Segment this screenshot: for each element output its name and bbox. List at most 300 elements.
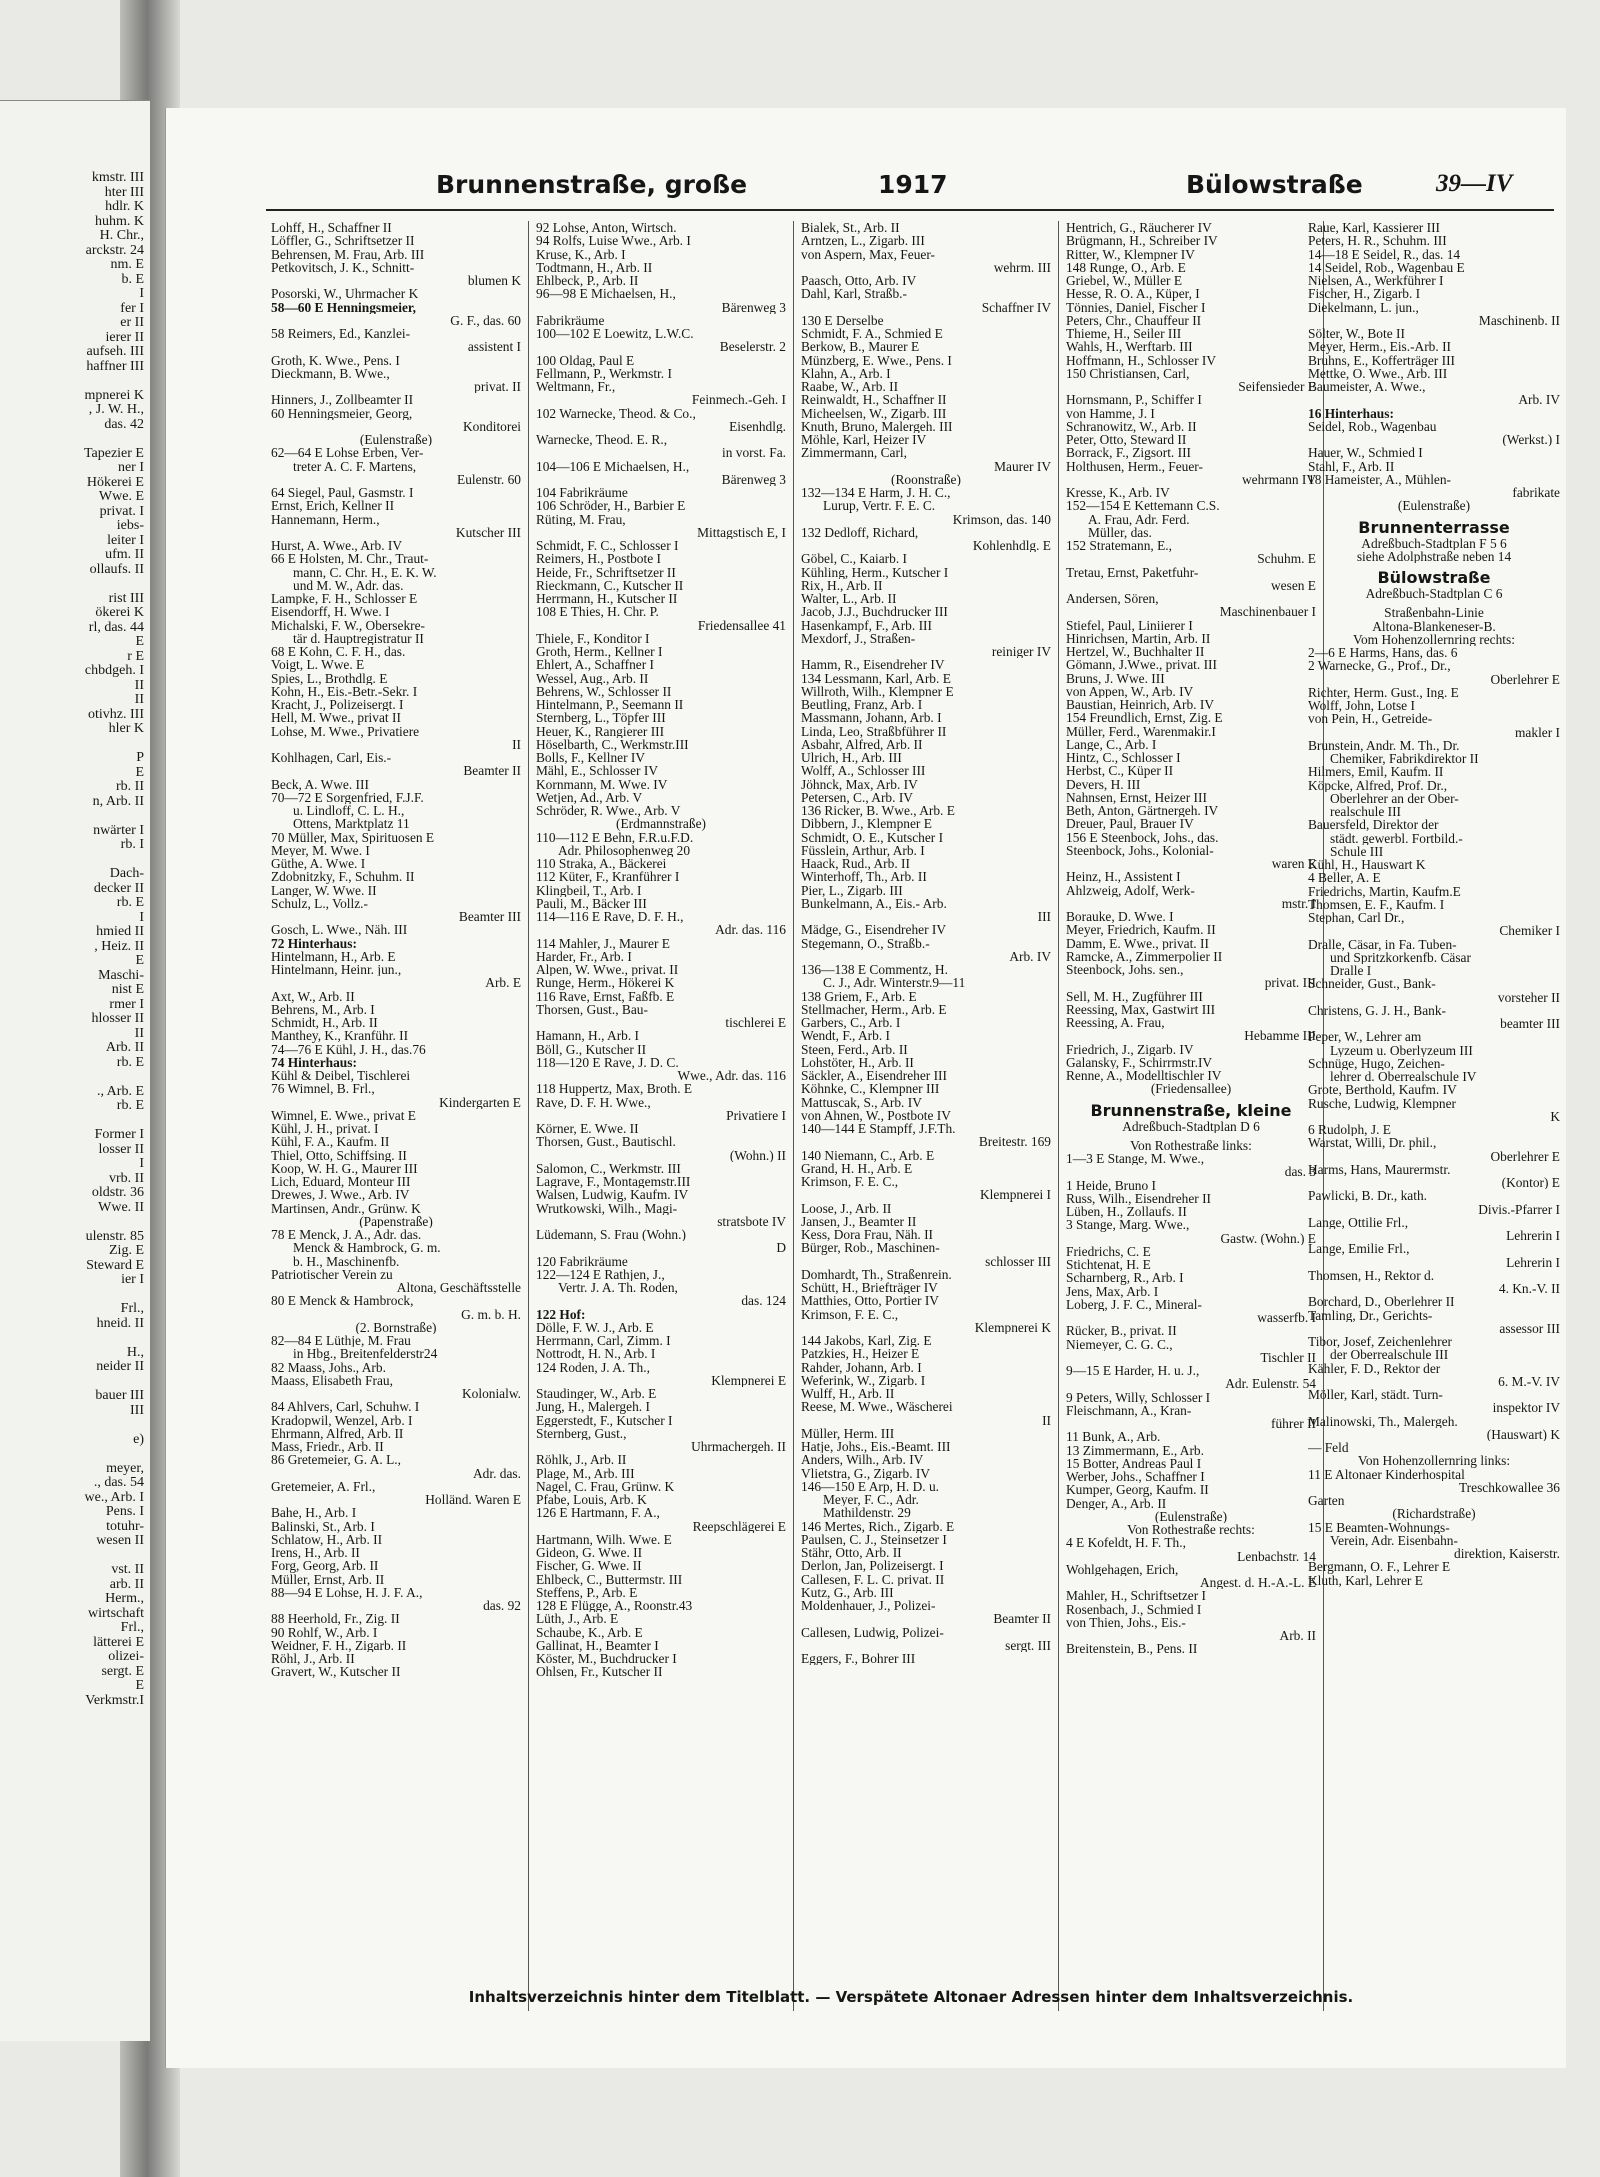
directory-entry: Ottens, Marktplatz 11: [293, 817, 410, 831]
directory-entry: Kindergarten E: [439, 1095, 521, 1109]
left-page-fragment: II: [134, 692, 144, 707]
directory-entry: Bärenweg 3: [721, 300, 786, 314]
directory-entry: städt. gewerbl. Fortbild.-: [1330, 831, 1463, 845]
directory-entry: 80 E Menck & Hambrock,: [271, 1294, 414, 1308]
left-page-fragment: fer I: [120, 300, 144, 316]
directory-entry: 132—134 E Harm, J. H. C.,: [801, 486, 951, 500]
directory-entry: Schulz, L., Vollz.-: [271, 896, 368, 910]
directory-entry: Arb. IV: [1518, 393, 1560, 407]
directory-entry: 152 Stratemann, E.,: [1066, 539, 1172, 553]
directory-entry: 110 Straka, A., Bäckerei: [536, 857, 667, 871]
directory-entry: Feinmech.-Geh. I: [691, 393, 786, 407]
directory-entry: Seifensieder E: [1238, 380, 1316, 394]
directory-entry: Stellmacher, Herm., Arb. E: [801, 1002, 947, 1016]
directory-entry: Dahl, Karl, Straßb.-: [801, 287, 907, 301]
directory-entry: Kradopwil, Wenzel, Arb. I: [271, 1413, 413, 1427]
directory-entry: Stichtenat, H. E: [1066, 1258, 1151, 1272]
directory-entry: Münzberg, E. Wwe., Pens. I: [801, 353, 952, 367]
directory-entry: Nottrodt, H. N., Arb. I: [536, 1347, 656, 1361]
directory-entry: Maass, Elisabeth Frau,: [271, 1373, 393, 1387]
header-year: 1917: [878, 170, 948, 199]
directory-entry: Weidner, F. H., Zigarb. II: [271, 1638, 407, 1652]
left-page-fragment: oldstr. 36: [91, 1185, 144, 1200]
directory-entry: in vorst. Fa.: [722, 446, 786, 460]
directory-entry: von Ahnen, W., Postbote IV: [801, 1108, 951, 1122]
directory-entry: Lehrerin I: [1506, 1255, 1560, 1269]
left-page-fragment: H.,: [126, 1344, 144, 1360]
column-5: [1308, 221, 1560, 2021]
directory-entry: C. J., Adr. Winterstr.9—11: [823, 976, 966, 990]
directory-entry: Winterhoff, Th., Arb. II: [801, 870, 927, 884]
directory-entry: Ehrmann, Alfred, Arb. II: [271, 1426, 404, 1440]
directory-entry: Schule III: [1330, 844, 1384, 858]
directory-entry: Denger, A., Arb. II: [1066, 1496, 1167, 1510]
left-page-fragment: Verkmstr.I: [85, 1692, 144, 1708]
directory-entry: Gretemeier, A. Frl.,: [271, 1479, 376, 1493]
directory-entry: Stahl, F., Arb. II: [1308, 459, 1395, 473]
directory-entry: mann, C. Chr. H., E. K. W.: [293, 565, 437, 579]
directory-entry: Chemiker, Fabrikdirektor II: [1330, 752, 1479, 766]
left-page-fragment: ollaufs. II: [89, 561, 144, 577]
directory-entry: Hatje, Johs., Eis.-Beamt. III: [801, 1440, 951, 1454]
directory-entry: G. m. b. H.: [461, 1307, 521, 1321]
left-page-fragment: arb. II: [109, 1576, 144, 1592]
left-page-fragment: Pens. I: [105, 1504, 144, 1519]
directory-entry: Tretau, Ernst, Paketfuhr-: [1066, 565, 1199, 579]
directory-entry: Paulsen, C. J., Steinsetzer I: [801, 1532, 947, 1546]
directory-entry: Eisenhdlg.: [729, 419, 786, 433]
directory-entry: und Spritzkorkenfb. Cäsar: [1330, 950, 1471, 964]
directory-entry: makler I: [1515, 725, 1560, 739]
directory-entry: Beck, A. Wwe. III: [271, 777, 369, 791]
directory-entry: Hinrichsen, Martin, Arb. II: [1066, 631, 1211, 645]
directory-entry: Mahler, H., Schriftsetzer I: [1066, 1589, 1207, 1603]
directory-entry: 88—94 E Lohse, H. J. F. A.,: [271, 1585, 423, 1599]
left-page-fragment: kmstr. III: [91, 170, 144, 185]
directory-entry: Adreßbuch-Stadtplan C 6: [1365, 587, 1503, 601]
directory-entry: Gravert, W., Kutscher II: [271, 1665, 401, 1679]
directory-entry: Röhl, J., Arb. II: [271, 1652, 355, 1666]
directory-entry: Drewes, J. Wwe., Arb. IV: [271, 1188, 410, 1202]
directory-entry: Heuer, K., Rangierer III: [536, 724, 665, 738]
directory-entry: Schröder, R. Wwe., Arb. V: [536, 804, 681, 818]
directory-entry: Eggers, F., Bohrer III: [801, 1652, 916, 1666]
directory-entry: Peters, Chr., Chauffeur II: [1066, 313, 1202, 327]
left-page-fragment: II: [134, 677, 144, 693]
directory-entry: Klahn, A., Arb. I: [801, 366, 891, 380]
directory-entry: Hauer, W., Schmied I: [1308, 446, 1423, 460]
directory-entry: Harder, Fr., Arb. I: [536, 949, 632, 963]
directory-entry: 9 Peters, Willy, Schlosser I: [1066, 1390, 1211, 1404]
directory-entry: Haack, Rud., Arb. II: [801, 857, 910, 871]
directory-entry: Lüdemann, S. Frau (Wohn.): [536, 1228, 686, 1242]
directory-entry: Bunkelmann, A., Eis.- Arb.: [801, 896, 947, 910]
directory-entry: Spies, L., Brothdlg. E: [271, 671, 388, 685]
directory-entry: (Friedensallee): [1150, 1082, 1232, 1096]
directory-entry: lehrer d. Oberrealschule IV: [1330, 1070, 1477, 1084]
left-page-fragment: n, Arb. II: [92, 793, 144, 809]
directory-entry: Hartmann, Wilh. Wwe. E: [536, 1532, 672, 1546]
directory-entry: Weferink, W., Zigarb. I: [801, 1373, 926, 1387]
directory-entry: Borauke, D. Wwe. I: [1066, 910, 1174, 924]
directory-entry: Böll, G., Kutscher II: [536, 1042, 647, 1056]
directory-entry: Friedrichs, C. E: [1066, 1244, 1151, 1258]
left-page-fragment: lätterei E: [93, 1634, 144, 1650]
directory-entry: Hurst, A. Wwe., Arb. IV: [271, 539, 403, 553]
directory-entry: 86 Gretemeier, G. A. L.,: [271, 1453, 401, 1467]
directory-entry: II: [512, 737, 521, 751]
directory-entry: Todtmann, H., Arb. II: [536, 260, 653, 274]
directory-entry: Groth, Herm., Kellner I: [536, 645, 663, 659]
directory-entry: Ehlbeck, C., Buttermstr. III: [536, 1572, 683, 1586]
directory-entry: Von Rothestraße links:: [1130, 1138, 1252, 1152]
directory-entry: 70—72 E Sorgenfried, F.J.F.: [271, 790, 424, 804]
directory-entry: treter A. C. F. Martens,: [293, 459, 417, 473]
directory-entry: Baumeister, A. Wwe.,: [1308, 380, 1426, 394]
directory-entry: Peper, W., Lehrer am: [1308, 1030, 1422, 1044]
directory-entry: Loberg, J. F. C., Mineral-: [1066, 1297, 1202, 1311]
directory-entry: 110—112 E Behn, F.R.u.F.D.: [536, 830, 694, 844]
directory-entry: privat. III: [1264, 976, 1316, 990]
directory-entry: Niemeyer, C. G. C.,: [1066, 1337, 1173, 1351]
left-page-fragment: decker II: [93, 880, 144, 896]
directory-entry: Rieckmann, C., Kutscher II: [536, 578, 684, 592]
left-page-fragment: Wwe. II: [98, 1199, 144, 1215]
directory-entry: Dralle I: [1330, 964, 1372, 978]
directory-entry: Beselerstr. 2: [719, 340, 786, 354]
directory-entry: der Oberrealschule III: [1330, 1348, 1449, 1362]
header-street-right: Bülowstraße: [1186, 170, 1363, 199]
left-page-fragment: rl, das. 44: [88, 619, 144, 635]
directory-entry: Jöhnck, Max, Arb. IV: [801, 777, 918, 791]
directory-entry: Eulenstr. 60: [457, 472, 521, 486]
directory-entry: Nagel, C. Frau, Grünw. K: [536, 1479, 675, 1493]
directory-entry: 128 E Flügge, A., Roonstr.43: [536, 1599, 693, 1613]
left-page-fragment: totuhr-: [106, 1518, 144, 1534]
directory-entry: 13 Zimmermann, E., Arb.: [1066, 1443, 1204, 1457]
directory-entry: Schmidt, F. C., Schlosser I: [536, 539, 679, 553]
directory-entry: Sölter, W., Bote II: [1308, 327, 1405, 341]
directory-entry: Malinowski, Th., Malergeh.: [1308, 1414, 1458, 1428]
left-page-fragment: losser II: [98, 1141, 144, 1157]
directory-entry: Wahls, H., Werftarb. III: [1066, 340, 1193, 354]
left-page-fragment: Frl.,: [120, 1620, 144, 1635]
directory-entry: Seidel, Rob., Wagenbau: [1308, 419, 1437, 433]
column-3: [801, 221, 1051, 2021]
directory-entry: Mädge, G., Eisendreher IV: [801, 923, 947, 937]
directory-entry: realschule III: [1330, 805, 1402, 819]
column-1: [271, 221, 521, 2021]
directory-entry: Borrack, F., Zigsort. III: [1066, 446, 1191, 460]
directory-entry: Richter, Herm. Gust., Ing. E: [1308, 685, 1459, 699]
directory-entry: Linda, Leo, Straßbführer II: [801, 724, 947, 738]
directory-entry: Garbers, C., Arb. I: [801, 1016, 901, 1030]
left-page-fragment: III: [130, 1402, 144, 1418]
directory-entry: Meyer, Herm., Eis.-Arb. II: [1308, 340, 1451, 354]
directory-entry: Adreßbuch-Stadtplan D 6: [1122, 1119, 1260, 1133]
directory-entry: Breitestr. 169: [978, 1135, 1051, 1149]
directory-entry: Langer, W. Wwe. II: [271, 883, 377, 897]
directory-entry: Tamling, Dr., Gerichts-: [1308, 1308, 1433, 1322]
directory-entry: wesen E: [1271, 578, 1316, 592]
directory-entry: Löffler, G., Schriftsetzer II: [271, 234, 415, 248]
left-page-fragment: sergt. E: [101, 1663, 144, 1679]
directory-entry: Peters, H. R., Schuhm. III: [1308, 234, 1447, 248]
directory-entry: Adreßbuch-Stadtplan F 5 6: [1361, 536, 1507, 550]
directory-entry: 11 Bunk, A., Arb.: [1066, 1430, 1161, 1444]
directory-entry: Von Hohenzollernring links:: [1357, 1454, 1511, 1468]
directory-entry: Gosch, L. Wwe., Näh. III: [271, 923, 408, 937]
directory-entry: Walsen, Ludwig, Kaufm. IV: [536, 1188, 689, 1202]
directory-entry: 124 Roden, J. A. Th.,: [536, 1360, 650, 1374]
directory-entry: Friedrichs, Martin, Kaufm.E: [1308, 884, 1461, 898]
left-page-fragment: privat. I: [99, 503, 144, 519]
left-page-fragment: neider II: [96, 1359, 144, 1374]
directory-entry: Friedensallee 41: [697, 618, 786, 632]
directory-entry: Tischler II: [1260, 1350, 1316, 1364]
directory-entry: 76 Wimnel, B. Frl.,: [271, 1082, 375, 1096]
left-page-fragment: iebs-: [116, 518, 144, 533]
directory-entry: Rosenbach, J., Schmied I: [1066, 1602, 1202, 1616]
directory-entry: Stähr, Otto, Arb. II: [801, 1546, 902, 1560]
left-page-fragment: rmer I: [109, 996, 144, 1012]
directory-entry: 134 Lessmann, Karl, Arb. E: [801, 671, 951, 685]
directory-entry: Gömann, J.Wwe., privat. III: [1066, 658, 1217, 672]
directory-entry: Treschkowallee 36: [1458, 1480, 1560, 1494]
directory-entry: Krimson, F. E. C.,: [801, 1175, 899, 1189]
directory-entry: 2—6 E Harms, Hans, das. 6: [1308, 646, 1458, 660]
directory-entry: Grote, Berthold, Kaufm. IV: [1308, 1083, 1457, 1097]
directory-entry: Rusche, Ludwig, Klempner: [1308, 1096, 1457, 1110]
directory-entry: Reese, M. Wwe., Wäscherei: [801, 1400, 953, 1414]
left-page-fragment: Arb. II: [105, 1040, 144, 1055]
directory-entry: 74—76 E Kühl, J. H., das.76: [271, 1042, 426, 1056]
directory-entry: II: [1042, 1413, 1051, 1427]
directory-entry: Wwe., Adr. das. 116: [677, 1069, 786, 1083]
directory-entry: Werber, Johs., Schaffner I: [1066, 1470, 1205, 1484]
directory-entry: Manthey, K., Kranführ. II: [271, 1029, 409, 1043]
directory-entry: Scharnberg, R., Arb. I: [1066, 1271, 1184, 1285]
column-4: [1066, 221, 1316, 2021]
directory-entry: 4 Beller, A. E: [1308, 871, 1381, 885]
directory-entry: 126 E Hartmann, F. A.,: [536, 1506, 660, 1520]
directory-entry: 11 E Altonaer Kinderhospital: [1308, 1467, 1465, 1481]
directory-entry: Von Rothestraße rechts:: [1127, 1523, 1255, 1537]
directory-entry: Warstat, Willi, Dr. phil.,: [1308, 1136, 1437, 1150]
directory-entry: Körner, E. Wwe. II: [536, 1122, 639, 1136]
directory-entry: Röhlk, J., Arb. II: [536, 1453, 627, 1467]
directory-entry: beamter III: [1500, 1017, 1560, 1031]
directory-entry: Wolff, John, Lotse I: [1308, 699, 1415, 713]
directory-entry: Derlon, Jan, Polizeisergt. I: [801, 1559, 944, 1573]
left-page-fragment: , J. W. H.,: [88, 402, 144, 417]
directory-entry: Füsslein, Arthur, Arb. I: [801, 843, 925, 857]
directory-entry: Domhardt, Th., Straßenrein.: [801, 1267, 952, 1281]
directory-entry: Köster, M., Buchdrucker I: [536, 1652, 677, 1666]
directory-entry: Lange, C., Arb. I: [1066, 737, 1157, 751]
directory-entry: Russ, Wilh., Eisendreher II: [1066, 1191, 1211, 1205]
directory-entry: Salomon, C., Werkmstr. III: [536, 1161, 681, 1175]
directory-entry: 108 E Thies, H. Chr. P.: [536, 605, 659, 619]
directory-entry: 106 Schröder, H., Barbier E: [536, 499, 686, 513]
directory-entry: (Werkst.) I: [1502, 433, 1560, 447]
directory-entry: Mathildenstr. 29: [823, 1506, 911, 1520]
directory-entry: Kluth, Karl, Lehrer E: [1308, 1573, 1423, 1587]
left-page-fragment: ökerei K: [95, 605, 144, 620]
directory-entry: (Papenstraße): [359, 1214, 433, 1228]
directory-entry: Kutz, G., Arb. III: [801, 1585, 894, 1599]
directory-entry: Reessing, Max, Gastwirt III: [1066, 1002, 1216, 1016]
directory-entry: Meyer, Friedrich, Kaufm. II: [1066, 923, 1216, 937]
left-page-fragment: wesen II: [96, 1533, 144, 1548]
left-page-fragment: otivhz. III: [88, 706, 144, 722]
directory-entry: Walter, L., Arb. II: [801, 592, 897, 606]
directory-entry: 84 Ahlvers, Carl, Schuhw. I: [271, 1400, 420, 1414]
header-page-number: 39—IV: [1436, 170, 1513, 197]
directory-entry: Mass, Friedr., Arb. II: [271, 1440, 384, 1454]
directory-entry: Thieme, H., Seiler III: [1066, 327, 1182, 341]
directory-entry: 140—144 E Stampff, J.F.Th.: [801, 1122, 956, 1136]
directory-entry: Baustian, Heinrich, Arb. IV: [1066, 698, 1215, 712]
directory-entry: Müller, Ernst, Arb. II: [271, 1572, 385, 1586]
directory-entry: Ernst, Erich, Kellner II: [271, 499, 395, 513]
directory-entry: Dölle, F. W. J., Arb. E: [536, 1320, 654, 1334]
directory-entry: Kühl, F. A., Kaufm. II: [271, 1135, 390, 1149]
directory-entry: 130 E Derselbe: [801, 313, 884, 327]
left-page-fragment: wirtschaft: [88, 1605, 144, 1621]
directory-entry: Kühl & Deibel, Tischlerei: [271, 1069, 411, 1083]
page-footer-note: Inhaltsverzeichnis hinter dem Titelblatt. — Verspätete Altonaer Adressen hinter dem Inhaltsverzeichnis.: [468, 1988, 1354, 2006]
left-page-fragment: Steward E: [86, 1257, 144, 1273]
directory-entry: Beamter II: [993, 1612, 1051, 1626]
column-divider: [793, 221, 794, 2011]
directory-entry: Hertzel, W., Buchhalter II: [1066, 645, 1205, 659]
directory-entry: Hornsmann, P., Schiffer I: [1066, 393, 1202, 407]
directory-entry: Steenbock, Johs. sen.,: [1066, 963, 1184, 977]
directory-entry: Herrmann, Carl, Zimm. I: [536, 1334, 671, 1348]
directory-entry: Thorsen, Gust., Bautischl.: [536, 1135, 676, 1149]
directory-entry: Ulrich, H., Arb. III: [801, 751, 902, 765]
left-page-fragment: ulenstr. 85: [85, 1228, 144, 1244]
directory-entry: Hamann, H., Arb. I: [536, 1029, 640, 1043]
directory-entry: Arntzen, L., Zigarb. III: [801, 234, 925, 248]
directory-entry: Bahe, H., Arb. I: [271, 1506, 357, 1520]
directory-entry: Thorsen, Gust., Bau-: [536, 1002, 648, 1016]
directory-entry: Konditorei: [462, 419, 521, 433]
directory-entry: Reessing, A. Frau,: [1066, 1016, 1165, 1030]
directory-entry: 136 Ricker, B. Wwe., Arb. E: [801, 804, 955, 818]
directory-entry: Ehlbeck, P., Arb. II: [536, 274, 639, 288]
directory-entry: Andersen, Sören,: [1066, 592, 1159, 606]
directory-entry: mstr. I: [1281, 896, 1316, 910]
left-page-fragment: ., Arb. E: [96, 1083, 144, 1099]
directory-entry: Thomsen, E. F., Kaufm. I: [1308, 897, 1445, 911]
directory-entry: Lehrerin I: [1506, 1229, 1560, 1243]
directory-entry: Wendt, F., Arb. I: [801, 1029, 890, 1043]
directory-entry: b. H., Maschinenfb.: [293, 1254, 400, 1268]
left-page-fragment: Frl.,: [120, 1301, 144, 1316]
left-page-fragment: r E: [127, 648, 144, 664]
directory-entry: 60 Henningsmeier, Georg,: [271, 406, 413, 420]
directory-entry: Hinners, J., Zollbeamter II: [271, 393, 414, 407]
directory-entry: Maurer IV: [994, 459, 1051, 473]
directory-entry: Adr. das. 116: [715, 923, 786, 937]
directory-entry: Kühl, H., Hauswart K: [1308, 858, 1426, 872]
directory-entry: Bolls, F., Kellner IV: [536, 751, 646, 765]
directory-entry: III: [1037, 910, 1051, 924]
directory-entry: Säckler, A., Eisendreher III: [801, 1069, 947, 1083]
directory-entry: 120 Fabrikräume: [536, 1254, 628, 1268]
directory-entry: Pauli, M., Bäcker III: [536, 896, 647, 910]
left-page-fragment: hler K: [108, 721, 144, 736]
directory-entry: privat. II: [474, 380, 521, 394]
directory-entry: Stephan, Carl Dr.,: [1308, 911, 1405, 925]
directory-entry: Dralle, Cäsar, in Fa. Tuben-: [1308, 937, 1457, 951]
left-page-fragment: mpnerei K: [84, 387, 144, 403]
directory-entry: (Eulenstraße): [1154, 1509, 1228, 1523]
directory-entry: Fischer, H., Zigarb. I: [1308, 287, 1421, 301]
left-page-fragment: das. 42: [104, 416, 144, 432]
directory-entry: Thomsen, H., Rektor d.: [1308, 1268, 1435, 1282]
directory-entry: Oberlehrer an der Ober-: [1330, 791, 1459, 805]
directory-entry: Paasch, Otto, Arb. IV: [801, 274, 917, 288]
directory-entry: (Eulenstraße): [1397, 499, 1471, 513]
directory-entry: Lampke, F. H., Schlosser E: [271, 592, 418, 606]
directory-entry: 104 Fabrikräume: [536, 486, 628, 500]
directory-entry: 100 Oldag, Paul E: [536, 353, 635, 367]
directory-entry: (Hauswart) K: [1486, 1427, 1560, 1441]
directory-entry: Bauersfeld, Direktor der: [1308, 818, 1439, 832]
directory-entry: Reepschlägerei E: [692, 1519, 786, 1533]
directory-entry: Friedrich, J., Zigarb. IV: [1066, 1042, 1194, 1056]
directory-entry: Beth, Anton, Gärtnergeh. IV: [1066, 804, 1219, 818]
directory-entry: Hebamme III: [1244, 1029, 1316, 1043]
directory-entry: Kähler, F. D., Rektor der: [1308, 1361, 1441, 1375]
directory-entry: Sternberg, L., Töpfer III: [536, 711, 666, 725]
directory-entry: Köpcke, Alfred, Prof. Dr.,: [1308, 778, 1448, 792]
directory-entry: 112 Küter, F., Kranführer I: [536, 870, 680, 884]
directory-entry: Holländ. Waren E: [425, 1493, 521, 1507]
left-page-fragment: , Heiz. II: [94, 938, 144, 954]
directory-entry: Hentrich, G., Räucherer IV: [1066, 221, 1212, 235]
left-page-fragment: ner I: [117, 460, 144, 475]
directory-entry: Verein, Adr. Eisenbahn-: [1330, 1533, 1458, 1547]
directory-entry: Meyer, F. C., Adr.: [823, 1493, 919, 1507]
directory-entry: Mattuscak, S., Arb. IV: [801, 1095, 922, 1109]
directory-entry: Lohff, H., Schaffner II: [271, 221, 392, 235]
left-page-fragment: rist III: [108, 590, 144, 606]
directory-entry: Callesen, Ludwig, Polizei-: [801, 1625, 944, 1639]
directory-entry: 6 Rudolph, J. E: [1308, 1123, 1391, 1137]
directory-entry: Schranowitz, W., Arb. II: [1066, 419, 1197, 433]
directory-entry: Arb. IV: [1009, 949, 1051, 963]
left-page-fragment: ., das. 54: [93, 1475, 144, 1490]
directory-entry: Petersen, C., Arb. IV: [801, 790, 913, 804]
directory-entry: Lohstöter, H., Arb. II: [801, 1055, 914, 1069]
left-page-fragment: E: [135, 953, 144, 968]
directory-entry: Micheelsen, W., Zigarb. III: [801, 406, 947, 420]
directory-entry: Petkovitsch, J. K., Schnitt-: [271, 260, 415, 274]
directory-entry: 118—120 E Rave, J. D. C.: [536, 1055, 679, 1069]
directory-entry: Lange, Emilie Frl.,: [1308, 1242, 1410, 1256]
directory-entry: Arb. II: [1279, 1629, 1316, 1643]
directory-entry: Fellmann, P., Werkmstr. I: [536, 366, 672, 380]
directory-entry: Oberlehrer E: [1490, 672, 1560, 686]
directory-entry: Bruhns, E., Kofferträger III: [1308, 353, 1455, 367]
directory-entry: tischlerei E: [725, 1016, 786, 1030]
directory-entry: Chemiker I: [1499, 924, 1560, 938]
directory-entry: Zimmermann, Carl,: [801, 446, 907, 460]
